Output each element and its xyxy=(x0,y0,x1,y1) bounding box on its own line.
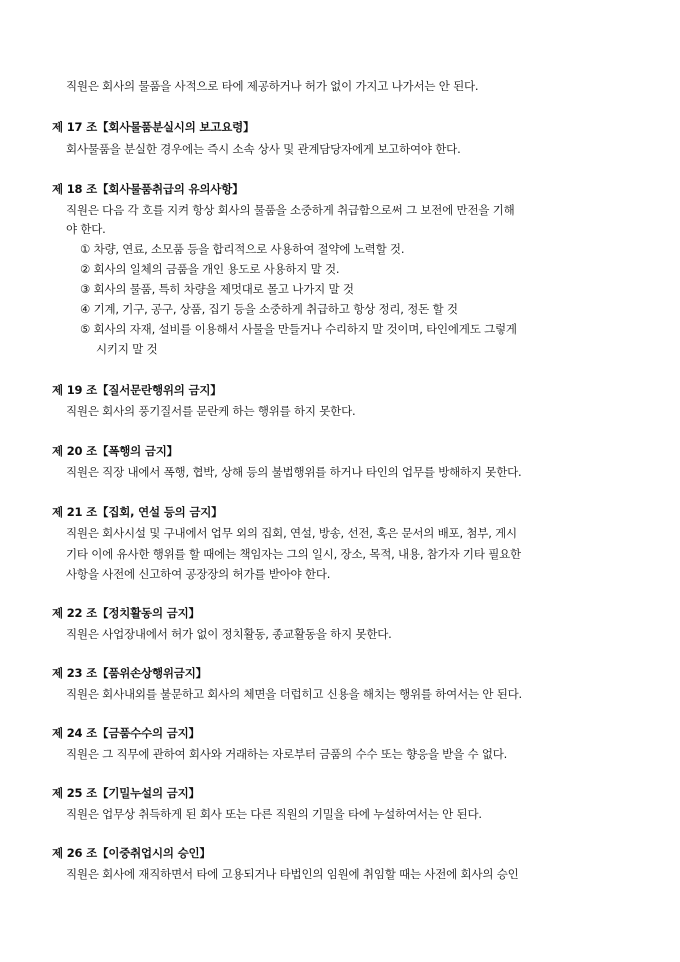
intro-text: 직원은 회사의 물품을 사적으로 타에 제공하거나 허가 없이 가지고 나가서는 안 된다. xyxy=(66,79,479,93)
article-24-heading: 제 24 조【금품수수의 금지】 xyxy=(52,726,200,740)
article-18-item-3: ③ 회사의 물품, 특히 차량을 제멋대로 몰고 나가지 말 것 xyxy=(80,282,354,296)
article-17-text: 회사물품을 분실한 경우에는 즉시 소속 상사 및 관계담당자에게 보고하여야 한다. xyxy=(66,142,461,156)
article-21-heading: 제 21 조【집회, 연설 등의 금지】 xyxy=(52,505,223,519)
article-23-heading: 제 23 조【품위손상행위금지】 xyxy=(52,666,207,680)
article-18-item-1: ① 차량, 연료, 소모품 등을 합리적으로 사용하여 절약에 노력할 것. xyxy=(80,242,405,256)
article-18-item-5: ⑤ 회사의 자재, 설비를 이용해서 사물을 만들거나 수리하지 말 것이며, 타인에게도 그렇게 xyxy=(80,322,517,336)
article-26-text: 직원은 회사에 재직하면서 타에 고용되거나 타법인의 임원에 취임할 때는 사전에 회사의 승인 xyxy=(66,867,519,881)
article-18-text-line-2: 야 한다. xyxy=(66,222,106,236)
article-18-item-2: ② 회사의 일체의 금품을 개인 용도로 사용하지 말 것. xyxy=(80,262,340,276)
article-25-text: 직원은 업무상 취득하게 된 회사 또는 다른 직원의 기밀을 타에 누설하여서는 안 된다. xyxy=(66,807,482,821)
article-20-heading: 제 20 조【폭행의 금지】 xyxy=(52,444,178,458)
article-22-heading: 제 22 조【정치활동의 금지】 xyxy=(52,606,200,620)
article-21-text-line-3: 사항을 사전에 신고하여 공장장의 허가를 받아야 한다. xyxy=(66,567,331,581)
article-24-text: 직원은 그 직무에 관하여 회사와 거래하는 자로부터 금품의 수수 또는 향응을 받을 수 없다. xyxy=(66,747,508,761)
article-21-text-line-2: 기타 이에 유사한 행위를 할 때에는 책임자는 그의 일시, 장소, 목적, 내용, 참가자 기타 필요한 xyxy=(66,547,521,561)
article-18-item-5-continued: 시키지 말 것 xyxy=(96,342,158,356)
article-23-text: 직원은 회사내외를 불문하고 회사의 체면을 더럽히고 신용을 해치는 행위를 하여서는 안 된다. xyxy=(66,687,523,701)
article-18-text-line-1: 직원은 다음 각 호를 지켜 항상 회사의 물품을 소중하게 취급함으로써 그 보전에 만전을 기해 xyxy=(66,203,515,217)
article-25-heading: 제 25 조【기밀누설의 금지】 xyxy=(52,786,200,800)
article-21-text-line-1: 직원은 회사시설 및 구내에서 업무 외의 집회, 연설, 방송, 선전, 혹은 문서의 배포, 첨부, 게시 xyxy=(66,526,517,540)
article-18-heading: 제 18 조【회사물품취급의 유의사항】 xyxy=(52,182,244,196)
article-17-heading: 제 17 조【회사물품분실시의 보고요령】 xyxy=(52,120,255,134)
article-20-text: 직원은 직장 내에서 폭행, 협박, 상해 등의 불법행위를 하거나 타인의 업무를 방해하지 못한다. xyxy=(66,465,522,479)
article-26-heading: 제 26 조【이중취업시의 승인】 xyxy=(52,846,211,860)
article-19-heading: 제 19 조【질서문란행위의 금지】 xyxy=(52,383,222,397)
article-22-text: 직원은 사업장내에서 허가 없이 정치활동, 종교활동을 하지 못한다. xyxy=(66,627,392,641)
article-18-item-4: ④ 기계, 기구, 공구, 상품, 집기 등을 소중하게 취급하고 항상 정리, 정돈 할 것 xyxy=(80,302,458,316)
article-19-text: 직원은 회사의 풍기질서를 문란케 하는 행위를 하지 못한다. xyxy=(66,404,356,418)
